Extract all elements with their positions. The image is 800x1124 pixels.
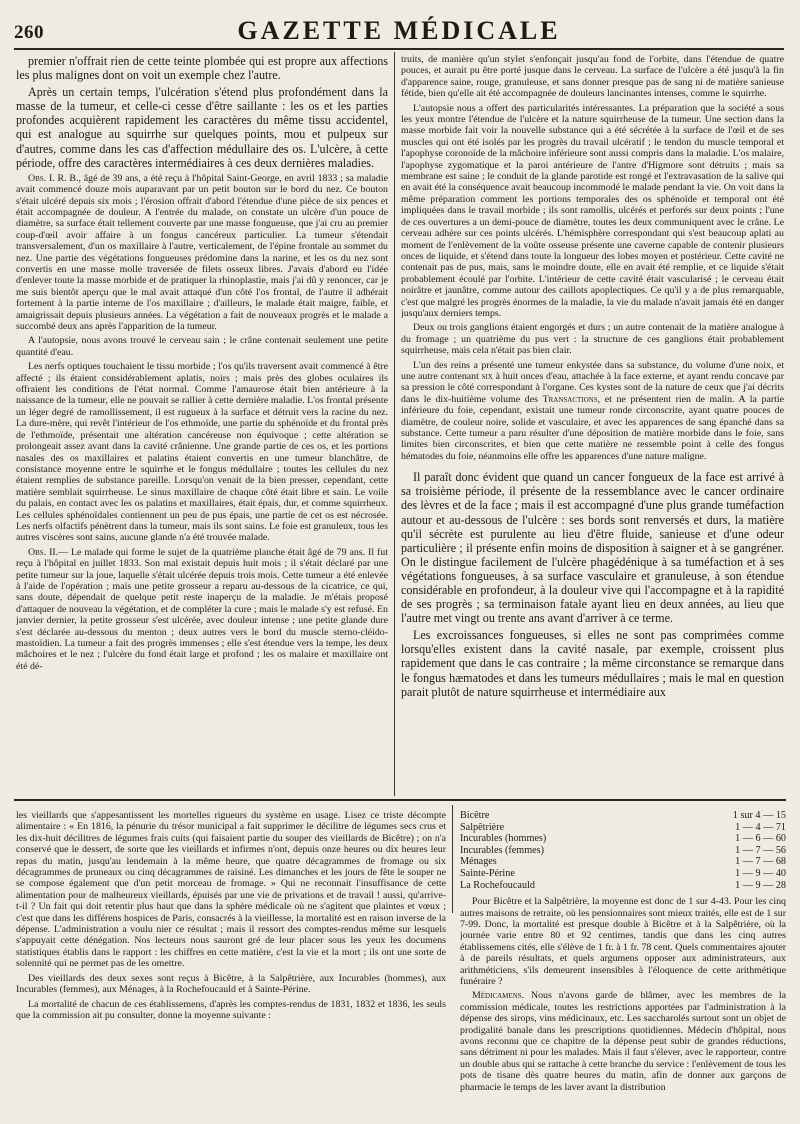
institution-name: Salpêtrière: [460, 821, 505, 833]
case-observation-1: [16, 173, 388, 333]
table-row: [460, 868, 786, 880]
text-run: L'un des reins a présenté une tumeur enkystée dans sa substance, du volume d'une noix, et une autre contenant: [401, 359, 784, 382]
paragraph: Les excroissances fongueuses, si elles ne sont pas comprimées comme lorsqu'elles existent dans la cavité nasale, par exemple, croissent plus rapidement que dans le cas contraire ; la même circonstance se remarque dans le fongus hæmatodes et dans les tumeurs médullaires ; mais le mal en question parait plutôt de nature squirrheuse et intermédiaire aux: [401, 628, 784, 699]
observation-label: Obs. II.: [28, 546, 59, 558]
paragraph: Deux ou trois ganglions étaient engorgés et durs ; un autre contenait de la matière analogue à du fromage ; un quatrième du pus vert : la structure de ces ganglions était probablement squirrheuse, mais cela n'était pas bien clair.: [401, 322, 784, 357]
institution-name: Incurables (hommes): [460, 833, 547, 845]
mortality-table: [460, 810, 786, 891]
table-row: [460, 845, 786, 857]
table-row: [460, 810, 786, 822]
institution-name: Bicêtre: [460, 810, 490, 821]
bottom-right-column: [460, 810, 786, 1120]
paragraph: truits, de manière qu'un stylet s'enfonçait jusqu'au fond de l'orbite, dans l'étendue de quatre pouces, et aurait pu être porté jusque dans le cerveau. La surface de l'ulcère a été jusqu'à la fin d'apparence saine, rouge, granuleuse, et sans donner presque pas de sang ni de matière sanieuse fétide, bien qu'elle ait été accompagnée de douleurs lancinantes intenses, comme le squirrhe.: [401, 54, 784, 100]
institution-name: La Rochefoucauld: [460, 879, 535, 891]
paragraph: premier n'offrait rien de cette teinte plombée qui est propre aux affections les plus malignes dont on voit un exemple chez l'autre.: [16, 54, 388, 83]
column-divider: [394, 52, 395, 796]
left-column: [16, 54, 388, 794]
mortality-rate: 1 — 6 — 60: [735, 833, 786, 845]
right-column: [401, 54, 784, 794]
paragraph: les vieillards que s'appesantissent les mortelles rigueurs du système en usage. Lisez ce triste décompte alimentaire : « En 1816, la pénurie du trésor municipal a fait supprimer le décilitre de légumes secs crus et les dix-huit décilitres de légumes frais cuits (qui faisaient partie du souper des vieillards de Bicêtre) ; on n'a conservé que le dessert, de sorte que les vieillards et infirmes n'ont, depuis onze heures ou dix heures leur repas du matin, jusqu'au lendemain à la même heure, que quatre décagrammes de fromage ou six décagrammes de pruneaux ou cinq décagrammes de raisiné. Les dimanches et les jours de fête le souper ne se compose également que d'un petit morceau de fromage. » Qui ne reconnait l'insuffisance de cette alimentation pour de malheureux vieillards, épuisés par une vie de privations et de travail ! aussi, qu'arrive-t-il ? Un fait qui doit retentir plus haut que dans la sphère médicale où ne s'agitent que plaintes et vœux ; c'est que dans les différens hospices de Paris, consacrés à la vieillesse, la mortalité est en raison inverse de la dépense. L'administration a voulu nier ce résultat ; mais il ressort des comptes-rendus même sur lesquels s'appuyait cette dénégation. Nos lecteurs nous sauront gré de leur placer sous les yeux les documens statistiques établis dans le rapport : les chiffres en cette matière, c'est la vie et la mort ; ils ont une sorte de solennité qui ne permet pas de les omettre.: [16, 810, 446, 970]
mortality-rate: 1 — 4 — 71: [735, 821, 786, 833]
paragraph: L'autopsie nous a offert des particularités intéressantes. La préparation que la société a sous les yeux montre l'étendue de l'ulcère et la nature squirrheuse de la tumeur. Une section dans la masse morbide fait voir la nouvelle substance qui a été sécrétée à la surface de l'œil et de ses muscles qui ont été isolés par les progrès du travail ulcératif ; le tendon du muscle temporal et l'apophyse coronoïde de la mâchoire inférieure sont aussi compris dans la maladie. L'os malaire, l'apophyse zygomatique et la paroi antérieure de l'antre d'Higmore sont détruits ; mais sa membrane est saine ; le conduit de la glande parotide est rongé et l'extravasation de la salive qui en avait été la conséquence avait beaucoup incommodé le malade pendant la vie. On voit dans la même préparation comment les portions temporales des os sphénoïde et temporal ont été impliquées dans le travail morbide ; ils sont ramollis, ulcérés et perforés sur deux points ; l'une de ces ouvertures a un demi-pouce de diamètre, toutes les deux communiquent avec le crâne. Le cerveau adhère sur ces points ulcérés. L'hémisphère correspondant qui s'est beaucoup aplati au moment de l'enlèvement de la voûte osseuse présente une caverne capable de contenir plusieurs onces de liquide, et s'étend dans toute la longueur des lobes moyen et postérieur. Cette cavité ne contenait pas de pus, mais, sans le moindre doute, elle en avait été remplie, et ce liquide s'était probablement écoulé par l'orbite. L'intérieur de cette cavité était vascularisé ; le cerveau était noirâtre et jaunâtre, comme autour des caillots apoplectiques. Ce qu'il y a de plus remarquable, c'est que malgré les progrès énormes de la maladie, la vie du malade n'avait jamais été en danger jusqu'aux derniers temps.: [401, 102, 784, 319]
observation-label: Obs. I.: [28, 172, 55, 184]
table-row: [460, 833, 786, 845]
paragraph: [401, 360, 784, 463]
mortality-rate: 1 — 9 — 40: [735, 867, 786, 879]
paragraph: La mortalité de chacun de ces établissemens, d'après les comptes-rendus de 1831, 1832 et 1836, les seuls que la commission ait pu consulter, donne la moyenne suivante :: [16, 998, 446, 1021]
section-text: Nous n'avons garde de blâmer, avec les membres de la commission médicale, toutes les restrictions apportées par l'administration à la dépense des sirops, vins médicinaux, etc. Les saccharolés surtout sont un objet de prodigalité banale dans les prescriptions quotidiennes. Médecin d'hôpital, nous avons reconnu que ce chapitre de la dépense peut subir de grandes réductions, sans détriment ni pour les malades. Mais il faut s'élever, avec le rapporteur, contre un double abus qui se rattache à cette branche du service : l'enlèvement de tous les pots de tisane dès quatre heures du matin, afin de donner aux garçons de pharmacie le temps de les laver avant la distribution: [460, 990, 786, 1093]
table-row: [460, 822, 786, 834]
mortality-rate: 1 — 7 — 68: [735, 856, 786, 868]
text-run: Transactions: [542, 393, 598, 405]
journal-title: GAZETTE MÉDICALE: [237, 16, 561, 45]
institution-name: Incurables (femmes): [460, 844, 545, 856]
table-row: [460, 856, 786, 868]
section-label: Médicamens.: [472, 990, 525, 1002]
bottom-left-column: [16, 810, 446, 1120]
text-run: six: [481, 370, 493, 382]
mortality-rate: 1 sur 4 — 15: [732, 810, 786, 821]
column-divider: [452, 805, 453, 913]
institution-name: Ménages: [460, 856, 497, 868]
institution-name: Sainte-Périne: [460, 867, 515, 879]
paragraph: Les nerfs optiques touchaient le tissu morbide ; l'os qu'ils traversent avait commencé à être affecté ; ils étaient considérablement aplatis, noirs ; mais près des globes oculaires ils offraient les conditions de l'état normal. Comme l'amaurose était bien antérieure à la naissance de la tumeur, elle ne pouvait se rallier à cette dernière maladie. L'os frontal présente un léger degré de ramollissement, il est rugueux à la surface et détruit vers la racine du nez. La dure-mère, qui revêt l'intérieur de l'os ethmoïde, une partie du sphénoïde et du frontal près de l'ethmoïde, présentait une altération cancéreuse non équivoque ; cette altération se prolongeait assez avant dans la cavité crânienne. Une grande partie de ces os, et les portions nasales des os maxillaires et palatins étaient convertis en une tumeur blanchâtre, de consistance moyenne entre le squirrhe et le fongus médullaire ; toutes les cellules du nez étaient remplies de substance pareille. Lorsqu'on venait de la bien presser, cependant, cette matière semblait squirrheuse. Le sinus maxillaire de chaque côté était libre et sain. Le voile du palais, en contact avec les os palatins et maxillaires, était épais, dur, et comme squirrheux. Les cellules sphénoïdales contiennent un peu de pus épais, une partie de cet os est nécrosée. Les nerfs olfactifs pénètrent dans la tumeur, mais ils sont sains. Le foie est granuleux, tous les autres viscères sont sains, aucune glande n'a été trouvée malade.: [16, 361, 388, 544]
text-run: à huit onces d'eau, attachée à la face externe, et ayant rendu concave par sa pression le côté correspondant à l'organe. Ces kystes sont de la nature de ceux que j'ai décrits dans le dix-huitième volume des: [401, 370, 784, 405]
mortality-rate: 1 — 7 — 56: [735, 844, 786, 856]
case-observation-2: [16, 547, 388, 672]
paragraph: Des vieillards des deux sexes sont reçus à Bicêtre, à la Salpêtrière, aux Incurables (hommes), aux Incurables (femmes), aux Ménages, à la Rochefoucauld et à Sainte-Périne.: [16, 972, 446, 996]
page-number: 260: [14, 22, 44, 43]
paragraph: Il paraît donc évident que quand un cancer fongueux de la face est arrivé à sa troisième période, il présente de la ressemblance avec le cancer ordinaire des lèvres et de la face ; mais il est accompagné d'une plus grande tuméfaction autour et au-dessous de l'ulcère : ses bords sont renversés et durs, la matière qu'il sécrète est purulente au lieu d'être fluide, sanieuse et d'une odeur particulière ; il présente enfin moins de disposition à saigner et à se gangréner. On le distingue facilement de l'ulcère phagédénique à sa tuméfaction et à ses végétations fongueuses, à sa surface vasculaire et granuleuse, à son étendue considérable en profondeur, à la douleur vive qui l'accompagne et à la rapidité de ses progrès ; sa terminaison fatale ayant lieu en deux années, au lieu que l'autre met vingt ou trente ans avant d'arriver à ce terme.: [401, 470, 784, 626]
table-row: [460, 880, 786, 892]
mortality-rate: 1 — 9 — 28: [735, 879, 786, 891]
paragraph: Après un certain temps, l'ulcération s'étend plus profondément dans la masse de la tumeur, et celle-ci cesse d'être saillante : les os et les parties profondes acquièrent rapidement les caractères du même tissu accidentel, qui est analogue au squirrhe sur quelques points, mou et pulpeux sur d'autres, comme dans les cas d'affection médullaire des os. L'ulcère, à cette période, offre des caractères intermédiaires à ces deux dernières maladies.: [16, 85, 388, 170]
observation-text: — Le malade qui forme le sujet de la quatrième planche était âgé de 79 ans. Il fut reçu à l'hôpital en juillet 1833. Son mal existait depuis huit mois ; il s'était déclaré par une petite tumeur sur la joue, laquelle s'était ulcérée depuis trois mois. Cette tumeur a été enlevée à l'aide de l'opération ; mais une petite grosseur a reparu au-dessous de la cicatrice, ce qui, sans doute, dépendait de quelque petit reste inaperçu de la maladie. Je m'étais proposé d'attaquer de nouveau la végétation, et de compléter la cure ; mais le malade s'y est refusé. En janvier dernier, la petite grosseur s'est ulcérée, avec douleur intense ; une petite glande dure s'est déclarée au-dessous du menton ; deux autres vers le bord du muscle sterno-cléido-mastoïdien. La tumeur a fait des progrès immenses ; elle s'est étendue vers la tempe, les deux mâchoires et le nez ; l'ulcère du fond était large et profond ; les os malaire et maxillaire ont été dé-: [16, 546, 388, 672]
paragraph: A l'autopsie, nous avons trouvé le cerveau sain ; le crâne contenait seulement une petite quantité d'eau.: [16, 335, 388, 358]
observation-text: R. B., âgé de 39 ans, a été reçu à l'hôpital Saint-George, en avril 1833 ; sa maladie avait commencé douze mois auparavant par un petit bouton sur le bord du nez. Ce bouton s'était ulcéré depuis six mois ; l'érosion offrait d'abord l'étendue d'une pièce de six pences et était accompagnée de douleur. A l'entrée du malade, on constate un ulcère d'un pouce de diamètre, sa surface était tellement couverte par une masse fongueuse, que j'ai cru au premier coup-d'œil avoir affaire à un fongus cancéreux particulier. La tumeur s'étendait transversalement, d'un os maxillaire à l'autre, verticalement, de l'épine frontale au sommet du nez. Une partie des végétations fongueuses prédomine dans la narine, et les os du nez sont convertis en une masse molle traversée de filets osseux libres. J'avais d'abord eu l'idée d'enlever toute la masse morbide et de pratiquer la rhinoplastie, mais j'ai dû y renoncer, car je me suis bientôt aperçu que le mal avait attaqué d'un côté l'os frontal, de l'autre il adhérait fortement à la partie interne de l'os maxillaire ; d'ailleurs, le malade était maigre, faible, et amaigrissait depuis plusieurs années. La végétation a fait de nouveaux progrès et le malade a succombé deux ans après l'apparition de la tumeur.: [16, 172, 388, 333]
paragraph: Pour Bicêtre et la Salpêtrière, la moyenne est donc de 1 sur 4-43. Pour les cinq autres maisons de retraite, où les pensionnaires sont mieux traités, elle est de 1 sur 7-99. Donc, la mortalité est presque double à Bicêtre et à la Salpêtrière, où la journée varie entre 80 et 92 centimes, tandis que dans les cinq autres établissemens cités, elle s'élève de 1 fr. à 1 fr. 78 cent. Quels commentaires ajouter à de pareils résultats, et quels argumens opposer aux administrateurs, aux arithméticiens, s'ils demeurent insensibles à l'éloquence de cette arithmétique funéraire ?: [460, 896, 786, 987]
paragraph: [460, 990, 786, 1093]
page-header: [14, 12, 784, 50]
text-run: , et ne présentent rien de malin. A la partie inférieure du foie, cependant, existait une tumeur ronde circonscrite, ayant quatre pouces de diamètre, de couleur noire, solide et vasculaire, et avec les apparences de sang épanché dans sa substance. Cette tumeur a paru résulter d'une déposition de matière morbide dans le foie, sans limites bien circonscrites, et bien que cette matière ne ressemble point à celle des fongus hématodes du foie, néanmoins elle offre les apparences d'une nature maligne.: [401, 393, 784, 462]
section-divider: [14, 799, 786, 801]
